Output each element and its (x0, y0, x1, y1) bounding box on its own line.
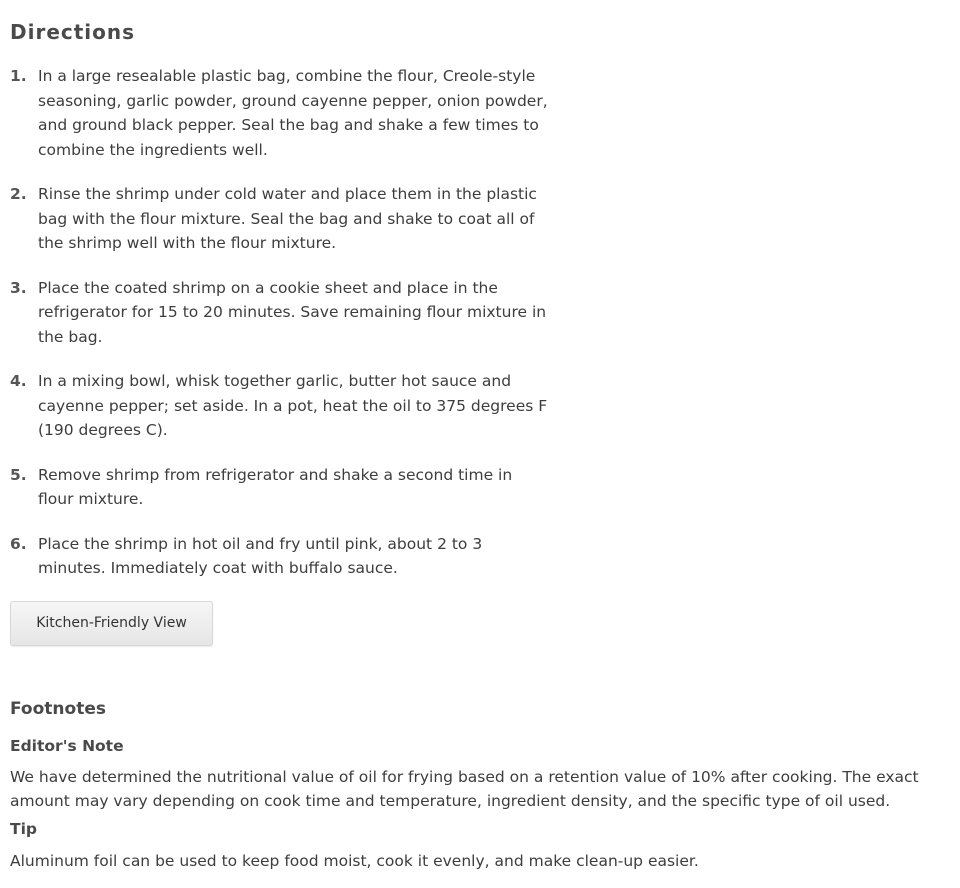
step-number: 3. (10, 278, 27, 297)
step-text: In a large resealable plastic bag, combine the flour, Creole-style seasoning, garlic powder, ground cayenne pepper, onion powder, and ground black pepper. Seal the bag and shake a few times to combine the ingredients well. (38, 67, 548, 159)
step-text: Place the shrimp in hot oil and fry until pink, about 2 to 3 minutes. Immediately coat with buffalo sauce. (38, 534, 483, 577)
step-text: Remove shrimp from refrigerator and shake a second time in flour mixture. (38, 465, 513, 508)
step-number: 5. (10, 465, 27, 484)
direction-step-6 (10, 532, 550, 581)
direction-step-4 (10, 369, 550, 443)
direction-step-5 (10, 463, 550, 512)
direction-step-1 (10, 64, 550, 162)
directions-list (10, 64, 550, 601)
editors-note-heading: Editor's Note (10, 737, 124, 755)
tip-body: Aluminum foil can be used to keep food moist, cook it evenly, and make clean-up easier. (10, 852, 699, 870)
step-text: Place the coated shrimp on a cookie sheet and place in the refrigerator for 15 to 20 minutes. Save remaining flour mixture in the bag. (38, 278, 547, 346)
step-text: In a mixing bowl, whisk together garlic, butter hot sauce and cayenne pepper; set aside. In a pot, heat the oil to 375 degrees F (190 degrees C). (38, 372, 548, 439)
step-number: 6. (10, 534, 27, 553)
step-number: 2. (10, 185, 27, 203)
editors-note-body: We have determined the nutritional value of oil for frying based on a retention value of 10% after cooking. The exact amount may vary depending on cook time and temperature, ingredient density, and the specific type of oil used. (10, 768, 919, 810)
directions-title: Directions (10, 20, 136, 44)
step-text: Rinse the shrimp under cold water and place them in the plastic bag with the flour mixture. Seal the bag and shake to coat all of the shrimp well with the flour mixture. (38, 185, 537, 252)
step-number: 4. (10, 372, 27, 390)
footnotes-title: Footnotes (10, 699, 106, 719)
direction-step-3 (10, 276, 550, 350)
tip-heading: Tip (10, 820, 37, 838)
kitchen-friendly-view-button[interactable]: Kitchen-Friendly View (10, 601, 213, 646)
direction-step-2 (10, 182, 550, 256)
step-number: 1. (10, 67, 27, 85)
